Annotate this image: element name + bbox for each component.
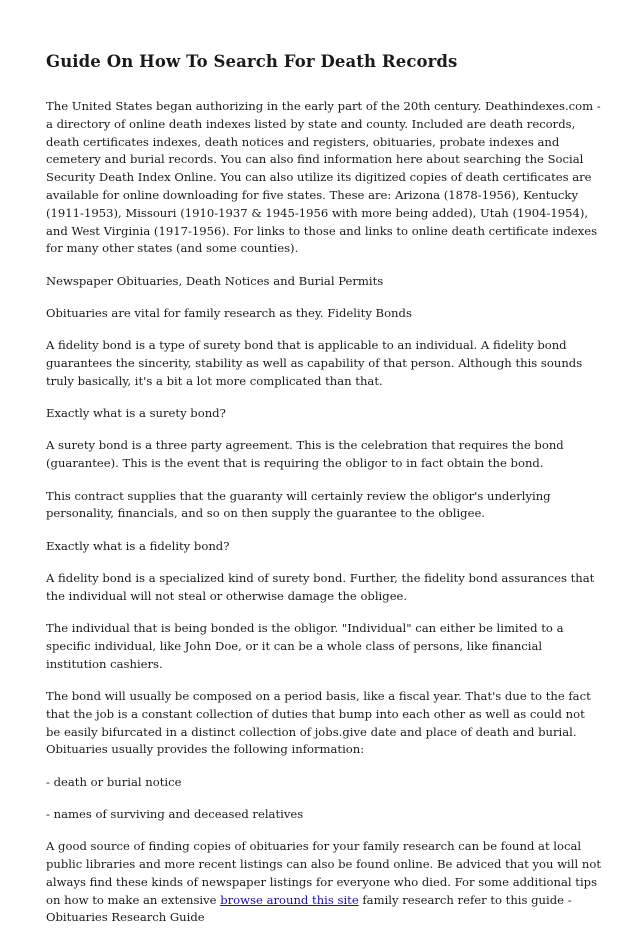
- paragraph-fidelity-specialized: A fidelity bond is a specialized kind of surety bond. Further, the fidelity bond assurances that the individual will not steal or otherwise damage the obligee.: [46, 570, 595, 603]
- paragraph-period-basis: The bond will usually be composed on a period basis, like a fiscal year. That's due to the fact that the job is a constant collection of duties that bump into each other as well as could not be easily bifurcated in a distinct collection of jobs.give date and place of death and burial. Obituaries usually provides the following information:: [46, 688, 591, 757]
- browse-site-link[interactable]: browse around this site: [220, 892, 359, 907]
- page-title: Guide On How To Search For Death Records: [46, 52, 458, 71]
- paragraph-good-source: [46, 838, 602, 927]
- paragraph-text-before-link: A good source of finding copies of obituaries for your family research can be found at local public libraries and more recent listings can also be found online. Be adviced that you will not always find these kinds of newspaper listings for everyone who died. For some additional tips on how to make an extensive: [46, 839, 601, 907]
- paragraph-intro: The United States began authorizing in the early part of the 20th century. Deathindexes.com - a directory of online death indexes listed by state and county. Included are death records, death certificates indexes, death notices and registers, obituaries, probate indexes and cemetery and burial records. You can also find information here about searching the Social Security Death Index Online. You can also utilize its digitized copies of death certificates are available for online downloading for five states. These are: Arizona (1878-1956), Kentucky (1911-1953), Missouri (1910-1937 & 1945-1956 with more being added), Utah (1904-1954), and West Virginia (1917-1956). For links to those and links to online death certificate indexes for many other states (and some counties).: [46, 99, 601, 256]
- paragraph-question-surety: Exactly what is a surety bond?: [46, 406, 226, 421]
- paragraph-obituaries-vital: Obituaries are vital for family research as they. Fidelity Bonds: [46, 305, 412, 320]
- paragraph-contract: This contract supplies that the guaranty will certainly review the obligor's underlying personality, financials, and so on then supply the guarantee to the obligee.: [46, 488, 551, 521]
- paragraph-text-after-link: family research refer to this guide - Obituaries Research Guide: [46, 892, 572, 925]
- paragraph-newspaper-heading: Newspaper Obituaries, Death Notices and Burial Permits: [46, 273, 384, 288]
- list-item-death-notice: - death or burial notice: [46, 774, 182, 789]
- list-item-relatives: - names of surviving and deceased relatives: [46, 806, 304, 821]
- document-page: [46, 52, 602, 942]
- paragraph-fidelity-bond-def: A fidelity bond is a type of surety bond that is applicable to an individual. A fidelity bond guarantees the sincerity, stability as well as capability of that person. Although this sounds truly basically, it's a bit a lot more complicated than that.: [46, 338, 583, 388]
- paragraph-obligor: The individual that is being bonded is the obligor. "Individual" can either be limited to a specific individual, like John Doe, or it can be a whole class of persons, like financial institution cashiers.: [46, 621, 564, 671]
- paragraph-question-fidelity: Exactly what is a fidelity bond?: [46, 538, 230, 553]
- paragraph-surety-agreement: A surety bond is a three party agreement. This is the celebration that requires the bond (guarantee). This is the event that is requiring the obligor to in fact obtain the bond.: [46, 438, 564, 471]
